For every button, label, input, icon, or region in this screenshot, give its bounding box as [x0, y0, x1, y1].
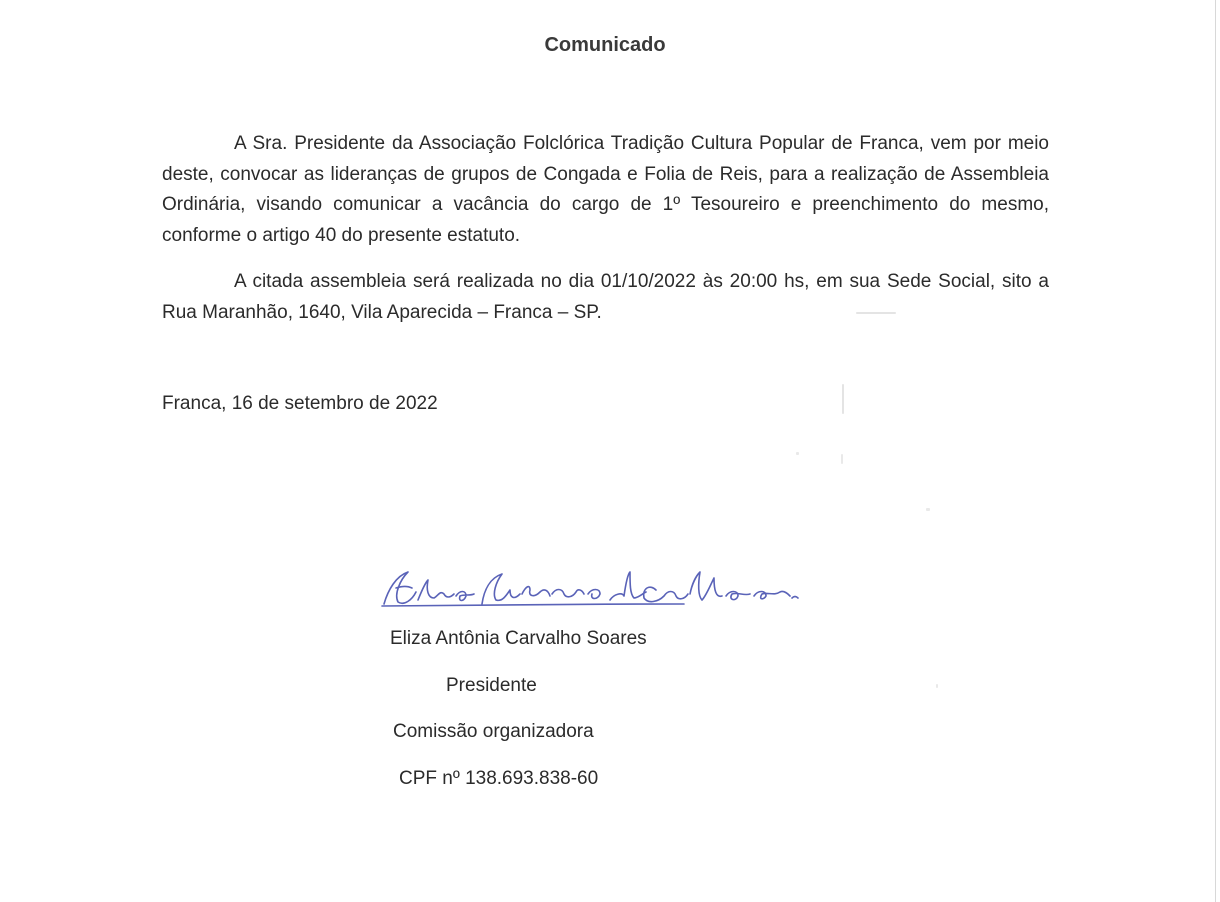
- scan-speck: [856, 312, 896, 314]
- signatory-cpf: CPF nº 138.693.838-60: [399, 768, 599, 789]
- scan-speck: [926, 508, 930, 511]
- signatory-role: Presidente: [446, 675, 537, 696]
- paragraph-1-text: A Sra. Presidente da Associação Folclórica Tradição Cultura Popular de Franca, vem por meio deste, convocar as lideranças de grupos de Congada e Folia de Reis, para a realização de Assembleia Ordinária, visando comunicar a vacância do cargo de 1º Tesoureiro e preenchimento do mesmo, conforme o artigo 40 do presente estatuto.: [162, 133, 1049, 246]
- scan-edge-line: [1215, 0, 1216, 902]
- handwritten-signature: [378, 560, 808, 616]
- paragraph-convocation: [162, 129, 1049, 251]
- paragraph-meeting-details: [162, 267, 1049, 328]
- document-title: Comunicado: [544, 34, 666, 56]
- scan-speck: [796, 452, 799, 455]
- paragraph-2-text: A citada assembleia será realizada no dia 01/10/2022 às 20:00 hs, em sua Sede Social, sito a Rua Maranhão, 1640, Vila Aparecida – Franca – SP.: [162, 271, 1049, 323]
- date-line: Franca, 16 de setembro de 2022: [162, 393, 438, 414]
- scan-speck: [936, 684, 938, 688]
- scan-speck: [841, 454, 843, 464]
- signatory-organization: Comissão organizadora: [393, 721, 594, 742]
- signatory-name: Eliza Antônia Carvalho Soares: [390, 628, 647, 649]
- scan-speck: [842, 384, 844, 414]
